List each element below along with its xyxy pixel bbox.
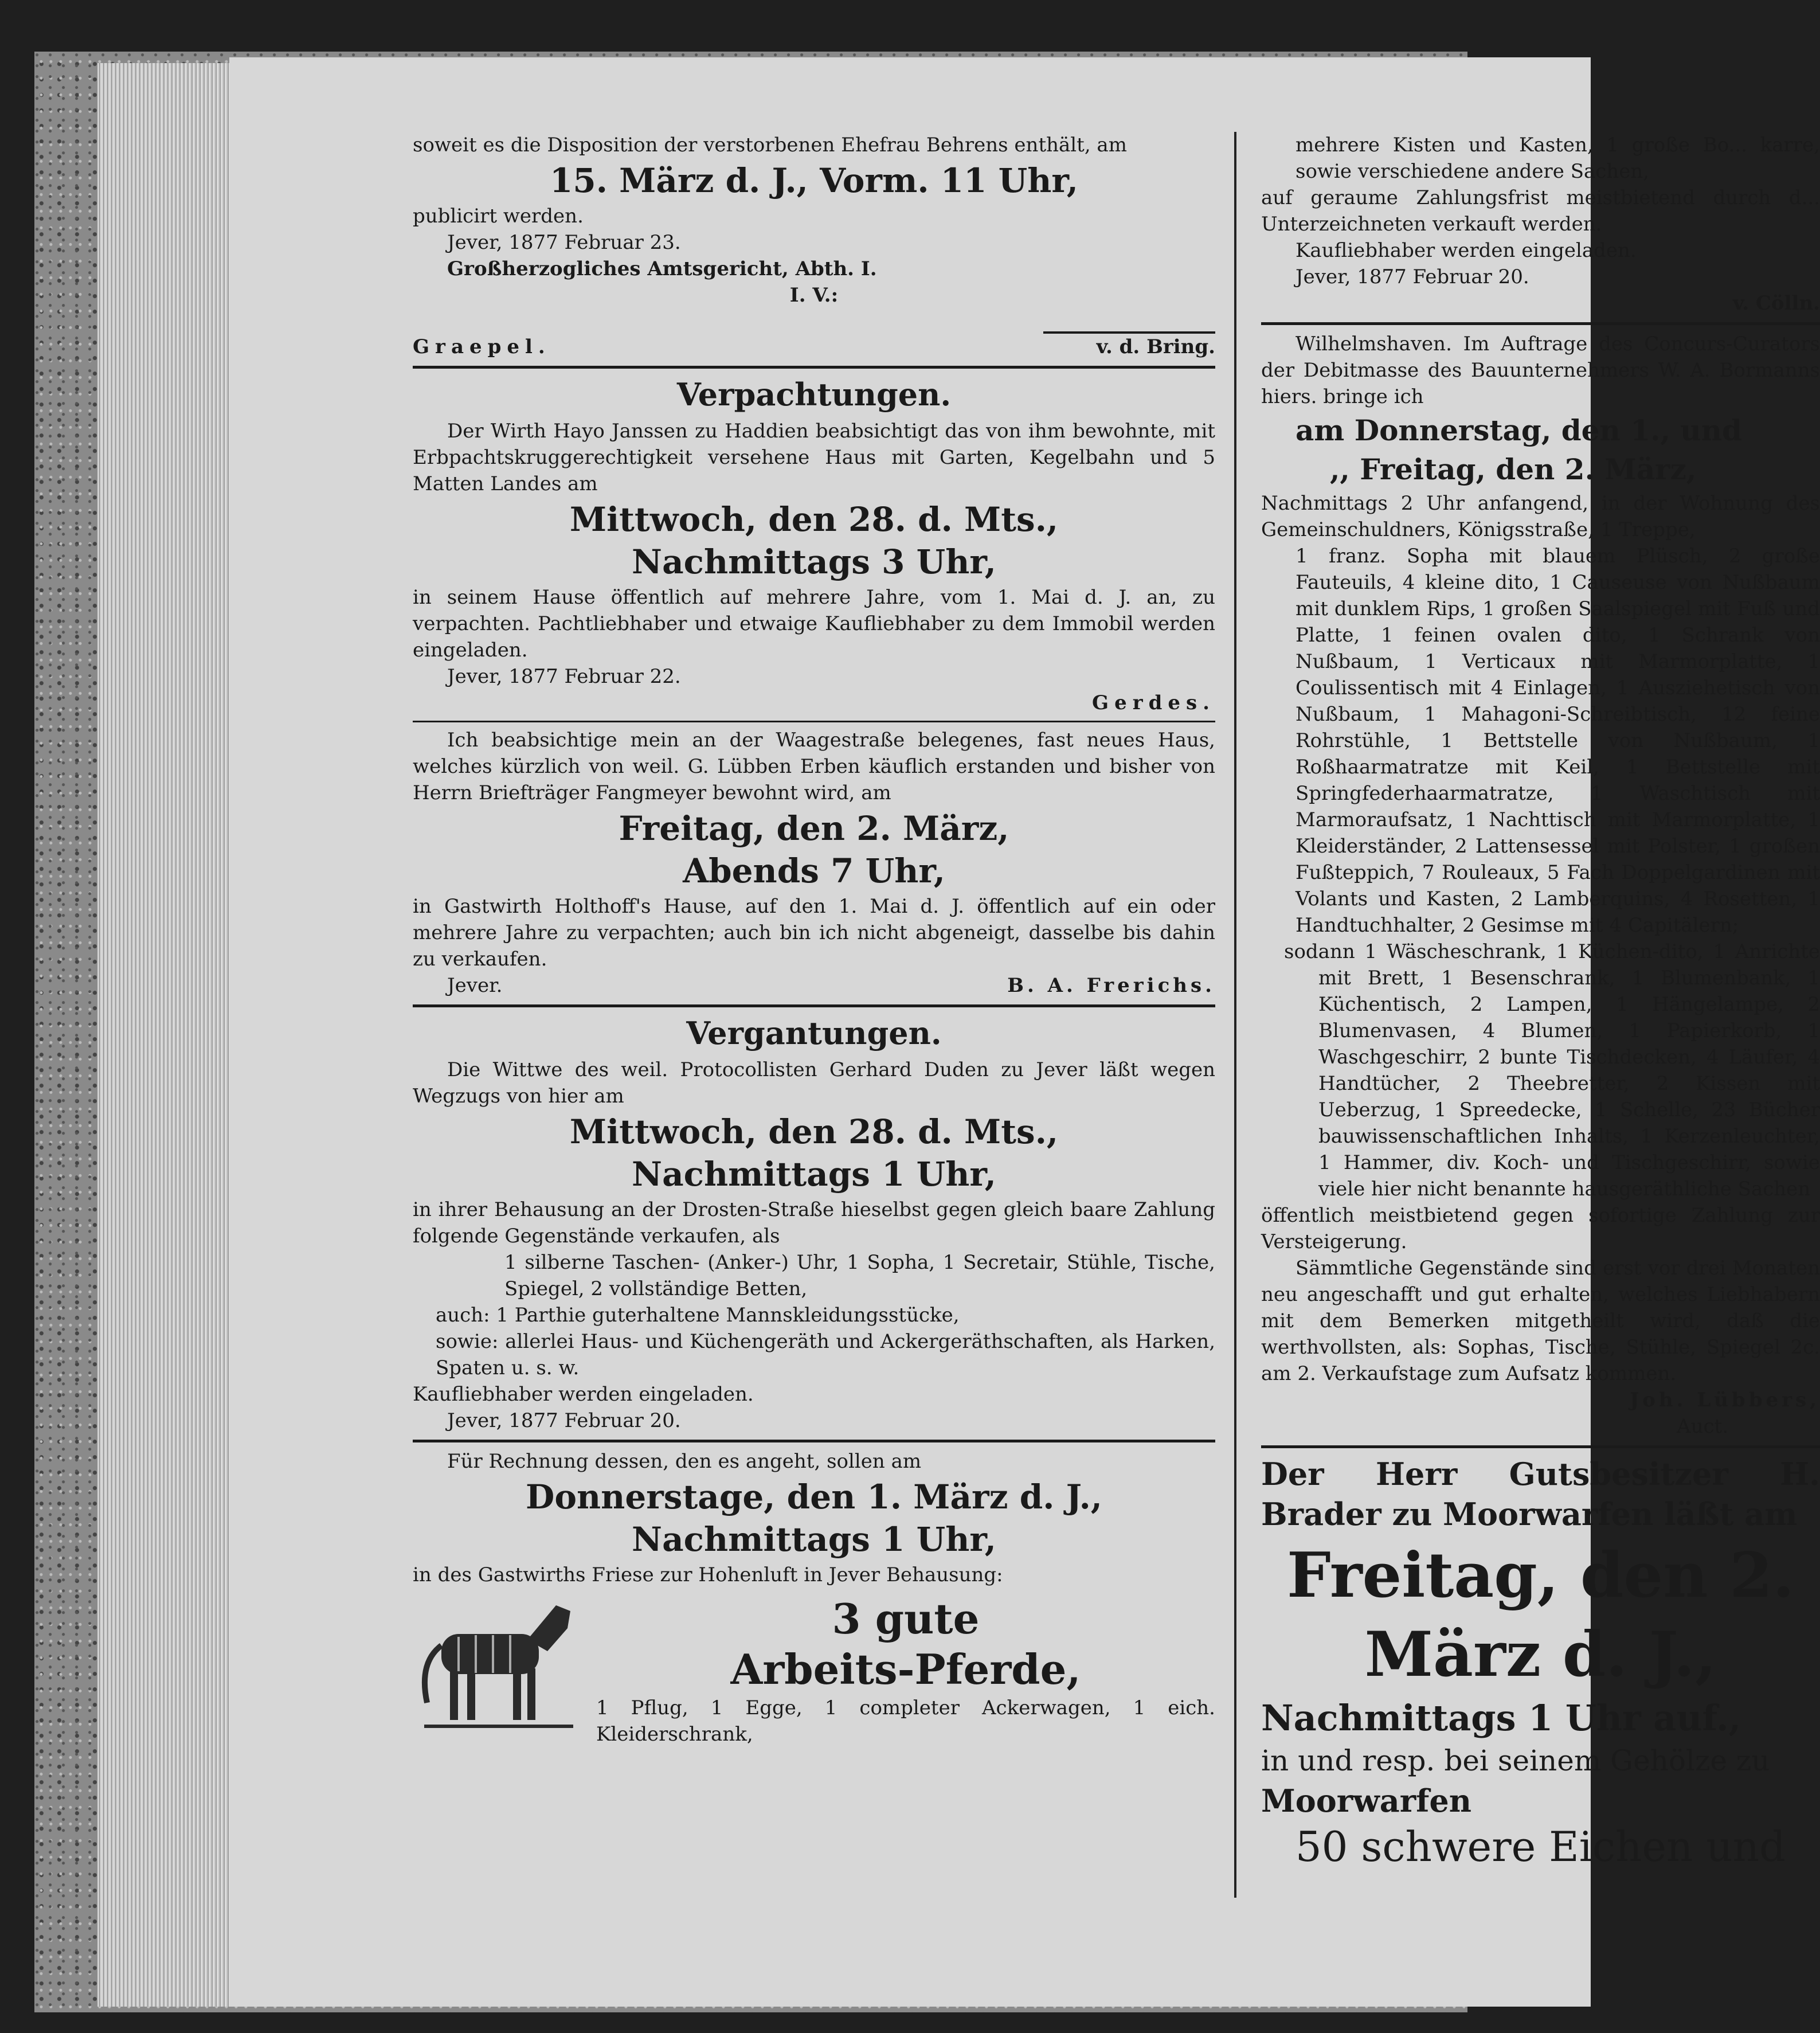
notice-time: Nachmittags 1 Uhr, [632,1520,996,1559]
notice-text: soweit es die Disposition der verstorbenen Ehefrau Behrens enthält, am [413,134,1127,157]
right-column [1261,132,1820,1872]
item-list: sodann 1 Wäscheschrank, 1 Küchen-dito, 1 Anrichte mit Brett, 1 Besenschrank, 1 Blumenbank, 1 Küchentisch, 2 Lampen, 1 Hängelampe, 2 Blumenvasen, 4 Blumen, 1 Papierkorb, 1 Waschgeschirr, 2 bunte Tischdecken, 4 Läufer, 4 Handtücher, 2 Theebretter, 2 Kissen mit Ueberzug, 1 Spreedecke, 1 Schelle, 23 Bücher bauwissenschaftlichen Inhalts, 1 Kerzenleuchter, 1 Hammer, div. Koch- und Tischgeschirr, sowie viele hier nicht benannte hausgeräthliche Sachen [1284,940,1820,1201]
section-rule [413,721,1215,722]
newspaper-page [229,57,1820,2007]
notice-place: Jever. [447,974,503,997]
court-name: Großherzogliches Amtsgericht, Abth. I. [447,257,877,280]
notice-date: Mittwoch, den 28. d. Mts., [569,500,1059,539]
notice-text: mehrere Kisten und Kasten, 1 große Bo... karre, sowie verschiedene andere Sachen, [1295,134,1820,183]
notice-time: Nachmittags 3 Uhr, [632,542,996,581]
notice-date: 15. März d. J., Vorm. 11 Uhr, [550,161,1078,200]
notice-date: Freitag, den 2. März, [619,809,1009,848]
notice-place: Jever, 1877 Februar 22. [447,665,681,688]
notice-text: Ich beabsichtige mein an der Waagestraße belegenes, fast neues Haus, welches kürzlich von weil. G. Lübben Erben käuflich erstanden und bisher von Herrn Briefträger Fangmeyer bewohnt wird, am [413,729,1215,804]
signature: Graepel. [413,335,551,358]
ad-time: Nachmittags 1 Uhr auf., [1261,1697,1741,1739]
ad-date: März d. J., [1364,1618,1717,1691]
notice-text: Nachmittags 2 Uhr anfangend, in der Wohnung des Gemeinschuldners, Königsstraße, 1 Treppe, [1261,492,1820,541]
notice-text: auf geraume Zahlungsfrist meistbietend durch d... Unterzeichneten verkauft werden. [1261,186,1820,236]
notice-time: Abends 7 Uhr, [683,851,945,890]
notice-text: in Gastwirth Holthoff's Hause, auf den 1. Mai d. J. öffentlich auf ein oder mehrere Jahre zu verpachten; auch bin ich nicht abgeneigt, dasselbe bis dahin zu verkaufen. [413,895,1215,971]
notice-place: Jever, 1877 Februar 20. [447,1409,681,1432]
notice-text: Kaufliebhaber werden eingeladen. [1295,239,1637,262]
notice-text: in des Gastwirths Friese zur Hohenluft in Jever Behausung: [413,1563,1003,1586]
notice-text: Wilhelmshaven. Im Auftrage des Concurs-Curators der Debitmasse des Bauunternehmers W. A. Bormanns hiers. bringe ich [1261,333,1820,408]
section-rule [413,1440,1215,1442]
ad-text: Moorwarfen [1261,1782,1472,1819]
horse-illustration [413,1594,585,1731]
signature: Joh. Lübbers, [1630,1389,1820,1412]
notice-text: in ihrer Behausung an der Drosten-Straße hieselbst gegen gleich baare Zahlung folgende Gegenstände verkaufen, als [413,1198,1215,1248]
signature: Gerdes. [1092,691,1215,714]
ad-text: in und resp. bei seinem Gehölze zu [1261,1744,1770,1777]
page-edges [97,63,235,2007]
notice-time: Nachmittags 1 Uhr, [632,1155,996,1194]
notice-text: in seinem Hause öffentlich auf mehrere Jahre, vom 1. Mai d. J. an, zu verpachten. Pachtliebhaber und etwaige Kaufliebhaber zu dem Immobil werden eingeladen. [413,586,1215,662]
item-list: auch: 1 Parthie guterhaltene Mannskleidungsstücke, [436,1304,960,1327]
notice-text: Sämmtliche Gegenstände sind erst vor drei Monaten neu angeschafft und gut erhalten, welches Liebhabern mit dem Bemerken mitgetheilt wird, daß die werthvollsten, als: Sophas, Tische, Stühle, Spiegel 2c. am 2. Verkaufstage zum Aufsatz kommen. [1261,1257,1820,1385]
item-list: sowie: allerlei Haus- und Küchengeräth und Ackergeräthschaften, als Harken, Spaten u. s. w. [436,1330,1215,1379]
notice-date: Mittwoch, den 28. d. Mts., [569,1112,1059,1151]
section-heading: Vergantungen. [686,1015,942,1051]
notice-date: am Donnerstag, den 1., und [1295,413,1742,447]
item-list: 1 Pflug, 1 Egge, 1 completer Ackerwagen, 1 eich. Kleiderschrank, [596,1696,1215,1746]
notice-text: Der Wirth Hayo Janssen zu Haddien beabsichtigt das von ihm bewohnte, mit Erbpachtskruggerechtigkeit versehene Haus mit Garten, Kegelbahn und 5 Matten Landes am [413,420,1215,495]
item-list: 1 silberne Taschen- (Anker-) Uhr, 1 Sopha, 1 Secretair, Stühle, Tische, Spiegel, 2 vollständige Betten, [504,1251,1215,1300]
section-rule [413,366,1215,369]
section-rule [413,1004,1215,1007]
notice-text: Kaufliebhaber werden eingeladen. [413,1383,754,1406]
section-rule [1261,1445,1820,1448]
column-divider [1234,132,1236,1898]
ad-heading: Arbeits-Pferde, [730,1645,1081,1694]
court-iv: I. V.: [789,284,839,307]
signature: v. Cölln. [1732,292,1820,315]
notice-text: Die Wittwe des weil. Protocollisten Gerhard Duden zu Jever läßt wegen Wegzugs von hier am [413,1058,1215,1108]
left-column [413,132,1215,1747]
notice-place: Jever, 1877 Februar 23. [447,231,681,254]
item-list: 1 franz. Sopha mit blauem Plüsch, 2 große Fauteuils, 4 kleine dito, 1 Causeuse von Nußbaum mit dunklem Rips, 1 großen Saalspiegel mit Fuß und Platte, 1 feinen ovalen dito, 1 Schrank von Nußbaum, 1 Verticaux mit Marmorplatte, 1 Coulissentisch mit 4 Einlagen, 1 Ausziehetisch von Nußbaum, 1 Mahagoni-Schreibtisch, 12 feine Rohrstühle, 1 Bettstelle von Nußbaum, 1 Roßhaarmatratze mit Keil, 1 Bettstelle mit Springfederhaarmatratze, 1 Waschtisch mit Marmoraufsatz, 1 Nachttisch mit Marmorplatte, 1 Kleiderständer, 2 Lattensessel mit Polster, 1 großen Fußteppich, 7 Rouleaux, 5 Fach Doppelgardinen mit Volants und Kasten, 2 Lamberquins, 4 Rosetten, 1 Handtuchhalter, 2 Gesimse mit 4 Capitälern; [1295,545,1820,937]
notice-place: Jever, 1877 Februar 20. [1295,265,1529,288]
signature: v. d. Bring. [1096,335,1215,358]
ad-heading: 3 gute [832,1594,980,1643]
ad-text: Der Herr Gutsbesitzer H. Brader zu Moorwarfen läßt am [1261,1456,1820,1532]
signature: B. A. Frerichs. [1007,974,1215,997]
section-rule [1261,322,1820,325]
notice-date: ,, Freitag, den 2. März, [1330,452,1697,486]
signature-title: Auct. [1677,1415,1728,1438]
notice-text: öffentlich meistbietend gegen sofortige Zahlung zur Versteigerung. [1261,1204,1820,1253]
ad-text: 50 schwere Eichen und [1295,1823,1786,1871]
ad-date: Freitag, den 2. [1286,1539,1795,1612]
notice-text: Für Rechnung dessen, den es angeht, sollen am [447,1450,922,1473]
section-heading: Verpachtungen. [676,376,952,413]
notice-text: publicirt werden. [413,205,584,228]
notice-date: Donnerstage, den 1. März d. J., [526,1477,1102,1516]
